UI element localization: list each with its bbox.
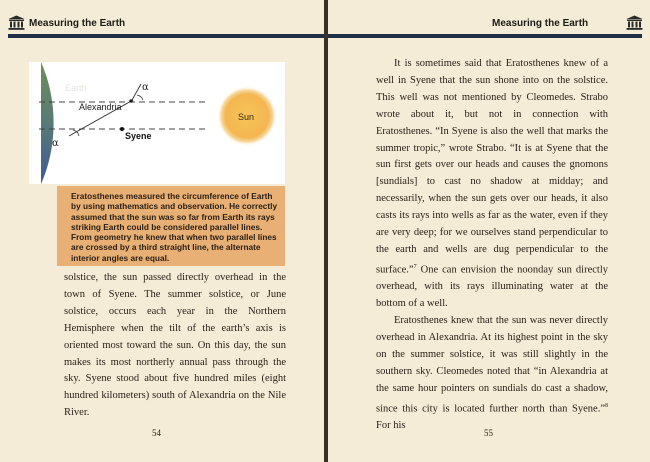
header-rule-left bbox=[8, 34, 324, 38]
alexandria-dot bbox=[129, 99, 132, 102]
page-number-right: 55 bbox=[484, 428, 493, 438]
page-number-left: 54 bbox=[152, 428, 161, 438]
sun-label: Sun bbox=[238, 112, 255, 122]
syene-label: Syene bbox=[125, 131, 152, 141]
diagram-caption: Eratosthenes measured the circumference of Earth by using mathematics and observation. He correctly assumed that the sun was so far from Earth its rays striking Earth could be considered parallel lines. From geometry he knew that when two parallel lines are crossed by a third straight line, the alternate interior angles are equal. bbox=[71, 191, 278, 263]
earth-shape bbox=[41, 62, 54, 184]
alpha-top-label: α bbox=[142, 82, 149, 93]
footnote-ref-7: 7 bbox=[413, 263, 417, 270]
temple-icon bbox=[626, 15, 643, 30]
paragraph-well: It is sometimes said that Eratosthenes knew of a well in Syene that the sun shone into on the solstice. This well was not mentioned by Cleomedes. Strabo wrote about it, but not in connection with Eratosthenes. “In Syene is also the well that marks the summer tropic,” wrote Strabo. “It is at Syene that the sun first gets over our heads and causes the gnomons [sundials] to cast no shadow at midday; and necessarily, when the sun gets over our heads, it also casts its rays into wells as far as the water, even if they are very deep; for we ourselves stand perpendicular to the earth and wells are dug perpendicular to the surface.”$^7$ One can envision the noonday sun directly overhead, with its rays illuminating water at the bottom of a well. bbox=[376, 58, 608, 310]
running-head-right: Measuring the Earth bbox=[492, 18, 589, 29]
alpha-left-label: α bbox=[52, 138, 59, 149]
running-head-left: Measuring the Earth bbox=[29, 18, 126, 29]
footnote-ref-8: 8 bbox=[605, 402, 608, 409]
right-page bbox=[328, 0, 650, 462]
earth-sun-diagram bbox=[29, 62, 285, 184]
earth-label: Earth bbox=[65, 83, 87, 93]
right-body-text bbox=[376, 56, 608, 435]
angle-arc-top bbox=[137, 95, 143, 100]
diagram-caption-box bbox=[57, 186, 285, 266]
syene-dot bbox=[120, 127, 124, 131]
paragraph-alexandria: Eratosthenes knew that the sun was never directly overhead in Alexandria. At its highest point in the sky on the summer solstice, it was still slightly in the southern sky. Cleomedes noted that “in Alexandria at the same hour pointers on sundials do cast a shadow, since this city is located further north than Syene.”$^8$ For his bbox=[376, 315, 608, 432]
left-body-text: solstice, the sun passed directly overhead in the town of Syene. The summer solstice, or June solstice, occurs each year in the Northern Hemisphere when the tilt of the earth’s axis is oriented most toward the sun. On this day, the sun makes its most northerly annual pass through the sky. Syene stood about five hundred miles (eight hundred kilometers) south of Alexandria on the Nile River. bbox=[64, 272, 286, 419]
left-page bbox=[0, 0, 324, 462]
header-rule-right bbox=[328, 34, 642, 38]
alexandria-label: Alexandria bbox=[79, 102, 122, 112]
temple-icon bbox=[8, 15, 25, 30]
gnomon-line bbox=[132, 84, 141, 100]
